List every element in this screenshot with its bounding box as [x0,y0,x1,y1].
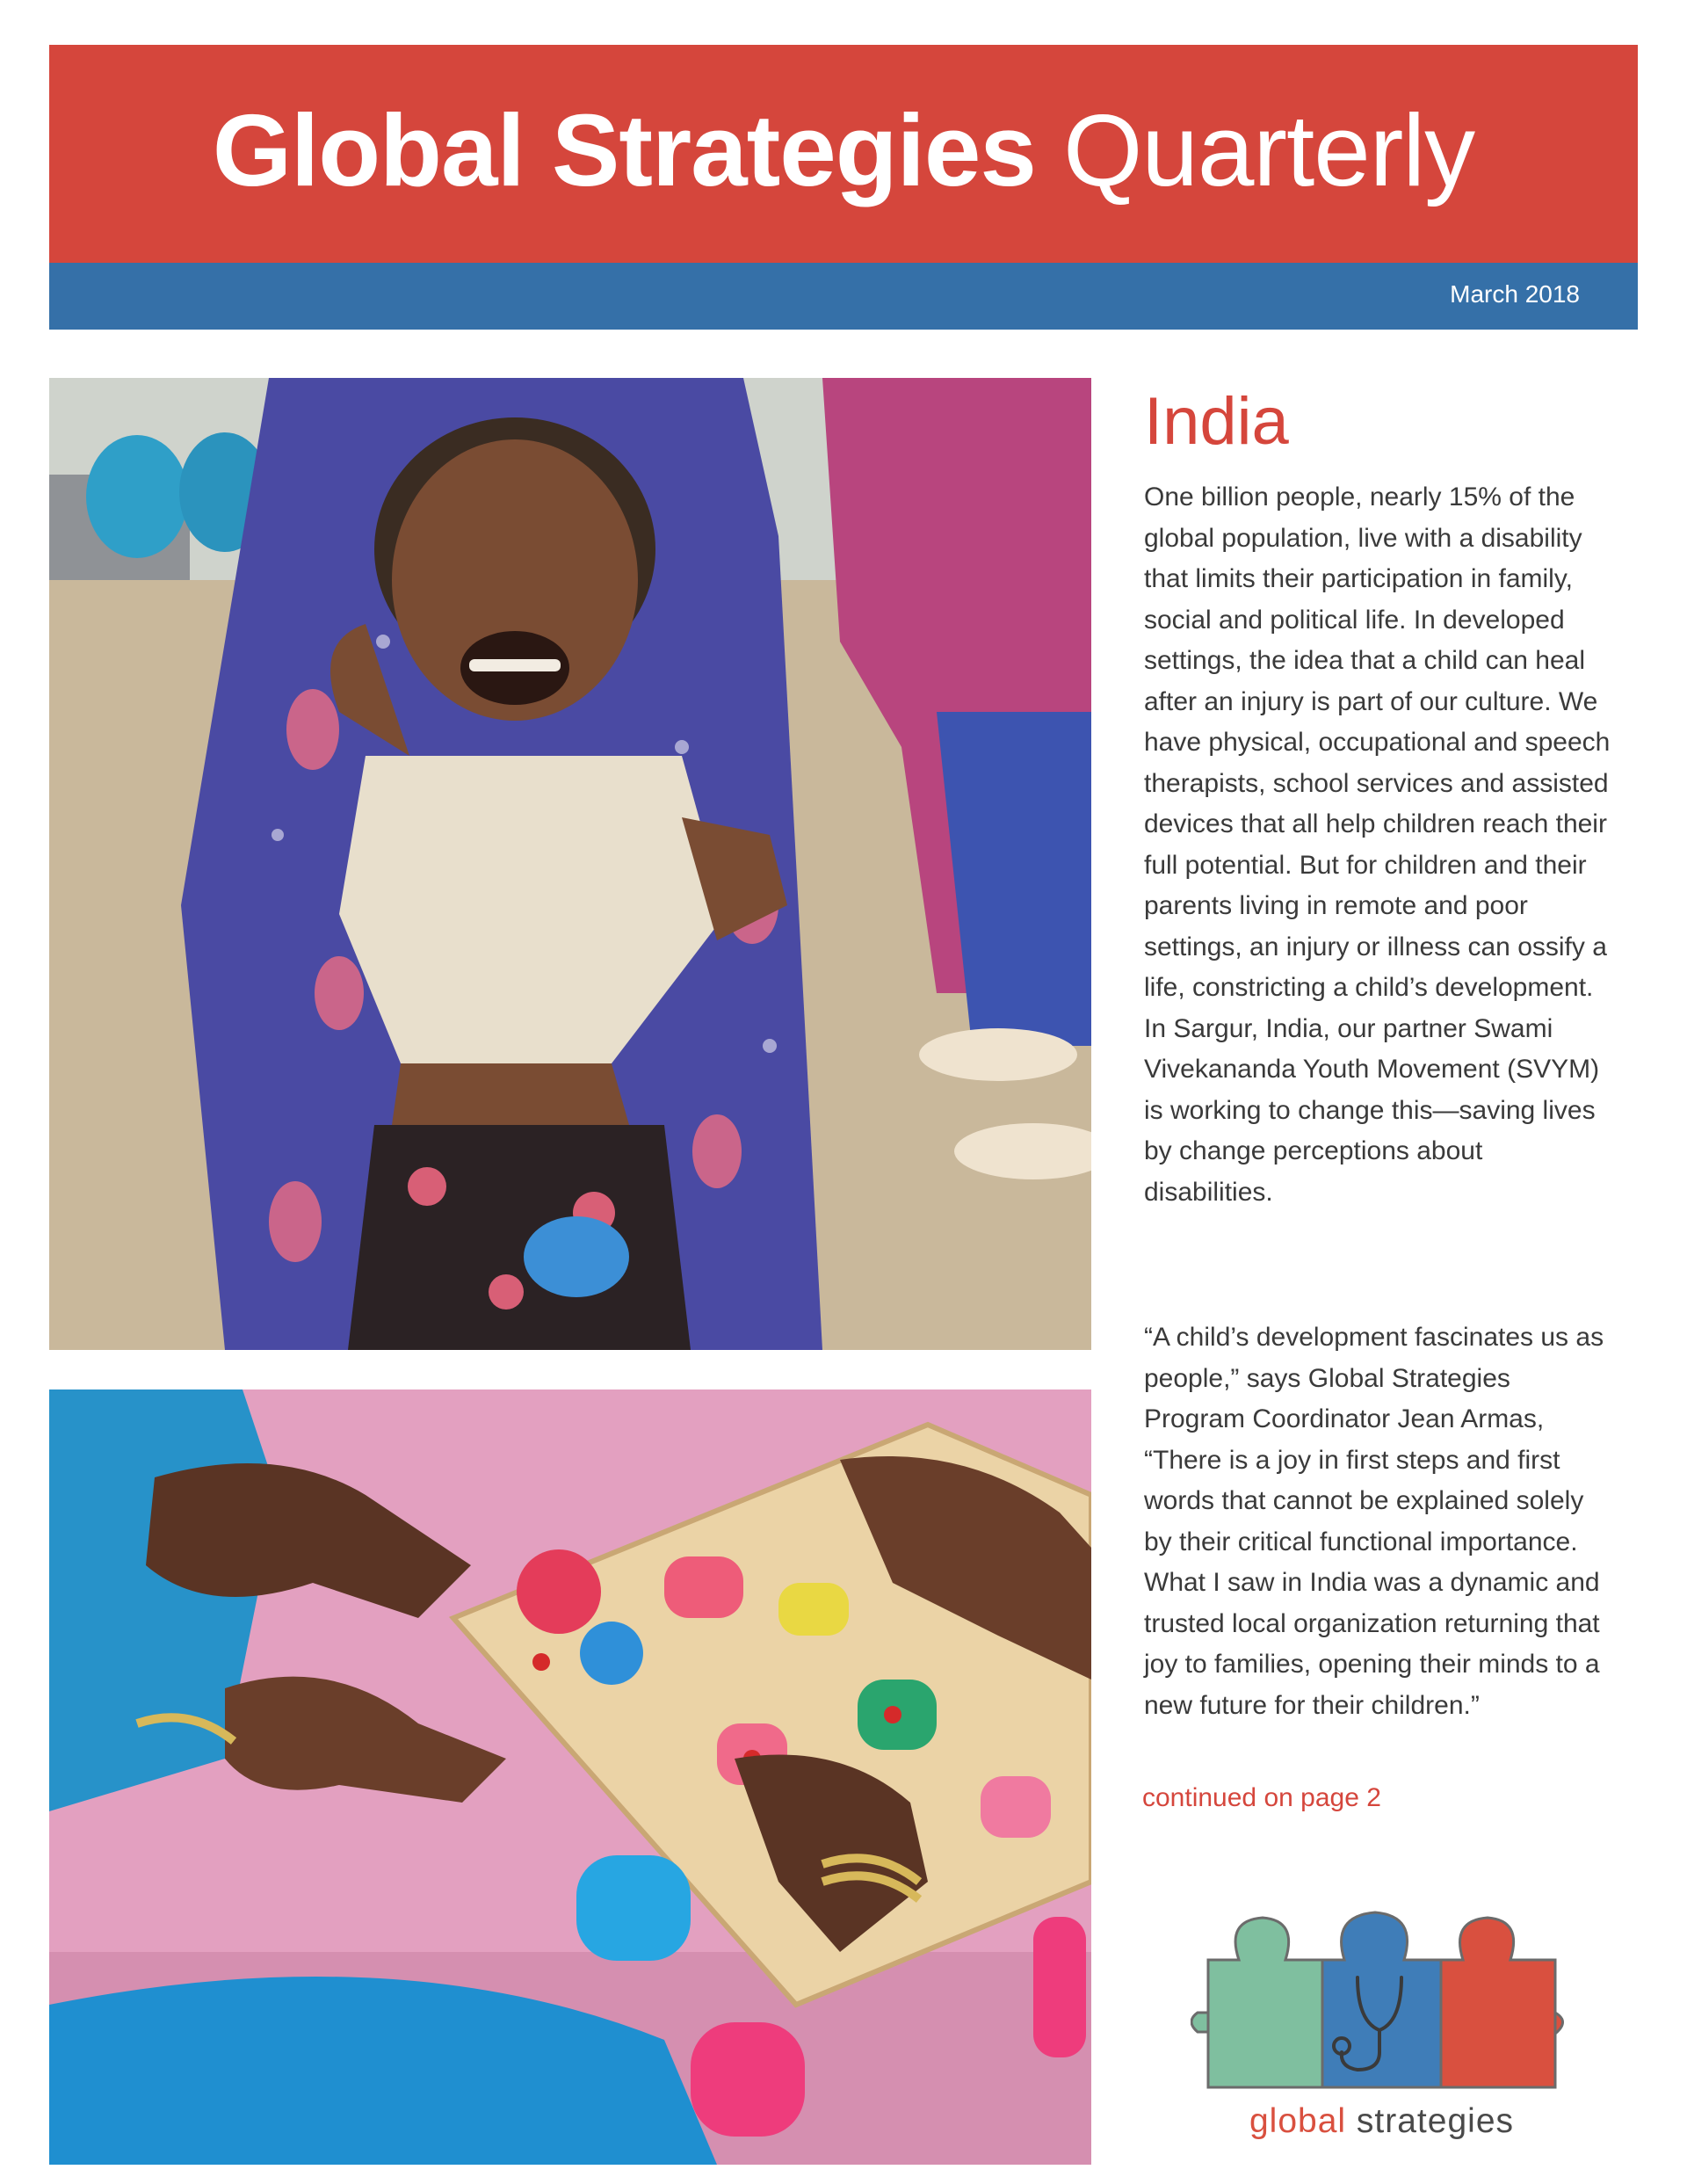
article-title: India [1144,384,1289,459]
number-puzzle-illustration [49,1389,1091,2165]
child-laughing-illustration [49,378,1091,1350]
logo-word-global: global [1249,2102,1347,2140]
number-puzzle-photo [49,1389,1091,2165]
newsletter-title [213,91,1474,209]
child-laughing-photo [49,378,1091,1350]
newsletter-title-light: Quarterly [1063,93,1475,207]
continued-link[interactable]: continued on page 2 [1142,1783,1381,1812]
logo-wordmark [1191,2102,1573,2141]
article-paragraph: One billion people, nearly 15% of the global population, live with a disability that limits their participation in family, social and political life. In developed settings, the idea that a child can heal after an injury is part of our culture. We have physical, occupational and speech therapists, school services and assisted devices that all help children reach their full potential. But for children and their parents living in remote and poor settings, an injury or illness can ossify a life, constricting a child’s development. In Sargur, India, our partner Swami Vivekananda Youth Movement (SVYM) is working to change this—saving lives by change perceptions about disabilities. [1144,483,1611,1207]
puzzle-pieces-icon [1191,1881,1573,2101]
article-quote-paragraph: “A child’s development fascinates us as people,” says Global Strategies Program Coordinator Jean Armas, “There is a joy in first steps and first words that cannot be explained solely by their critical functional importance. What I saw in India was a dynamic and trusted local organization returning that joy to families, opening their minds to a new future for their children.” [1144,1323,1604,1720]
logo-word-strategies: strategies [1356,2102,1515,2140]
global-strategies-logo [1191,1881,1573,2144]
newsletter-title-bold: Global Strategies [212,93,1036,207]
masthead-banner [49,45,1638,263]
issue-date: March 2018 [1450,280,1580,308]
date-band [49,263,1638,330]
